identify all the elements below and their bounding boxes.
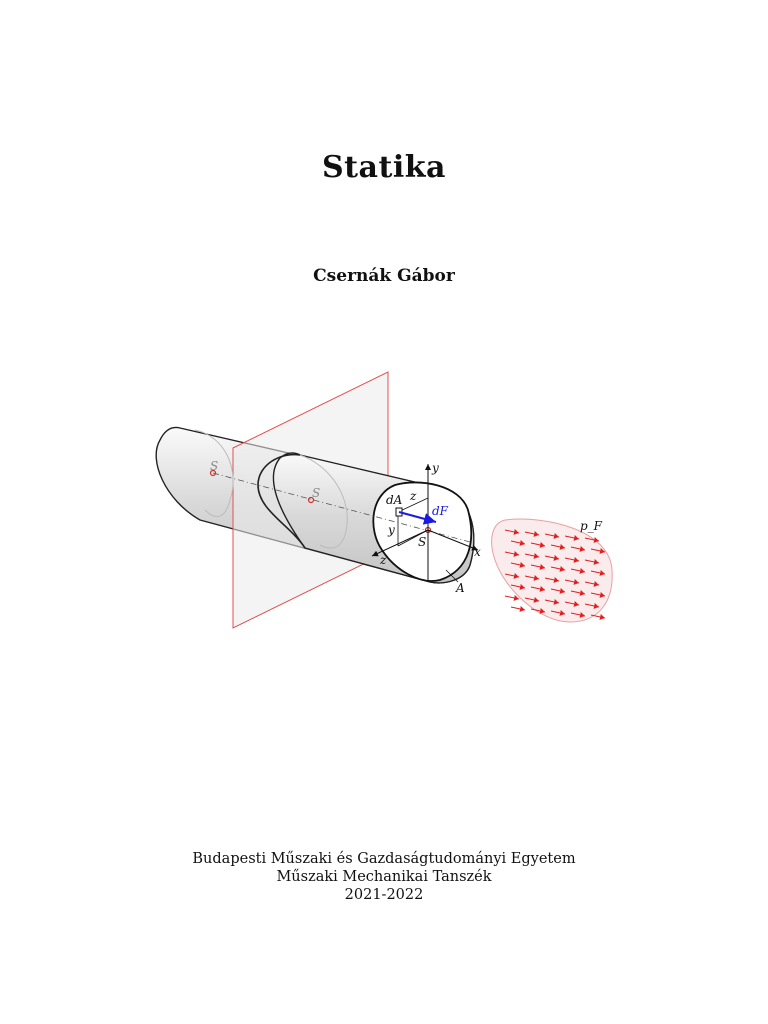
document-author: Csernák Gábor	[313, 266, 455, 286]
institution-name: Budapesti Műszaki és Gazdaságtudományi Egyetem	[192, 851, 576, 867]
label-z-small: z	[410, 489, 417, 503]
document-footer	[0, 850, 768, 904]
label-dF: dF	[432, 504, 449, 518]
label-y-small: y	[388, 523, 395, 537]
stress-arrow	[505, 596, 519, 599]
cover-figure-beam-cross-section	[0, 360, 768, 650]
stress-arrow	[511, 607, 525, 610]
label-z-axis: z	[380, 553, 387, 567]
label-pF: p_F	[580, 519, 603, 533]
label-y-axis: y	[432, 461, 439, 475]
department-name: Műszaki Mechanikai Tanszék	[276, 869, 492, 885]
label-S-center: S	[418, 535, 427, 549]
label-S-left: S	[210, 459, 219, 473]
stress-distribution-shape	[492, 519, 613, 622]
label-A: A	[456, 581, 465, 595]
label-x-axis: x	[474, 545, 481, 559]
academic-years: 2021-2022	[344, 887, 424, 903]
document-title: Statika	[322, 150, 446, 185]
label-dA: dA	[386, 493, 403, 507]
label-S-mid: S	[312, 486, 321, 500]
